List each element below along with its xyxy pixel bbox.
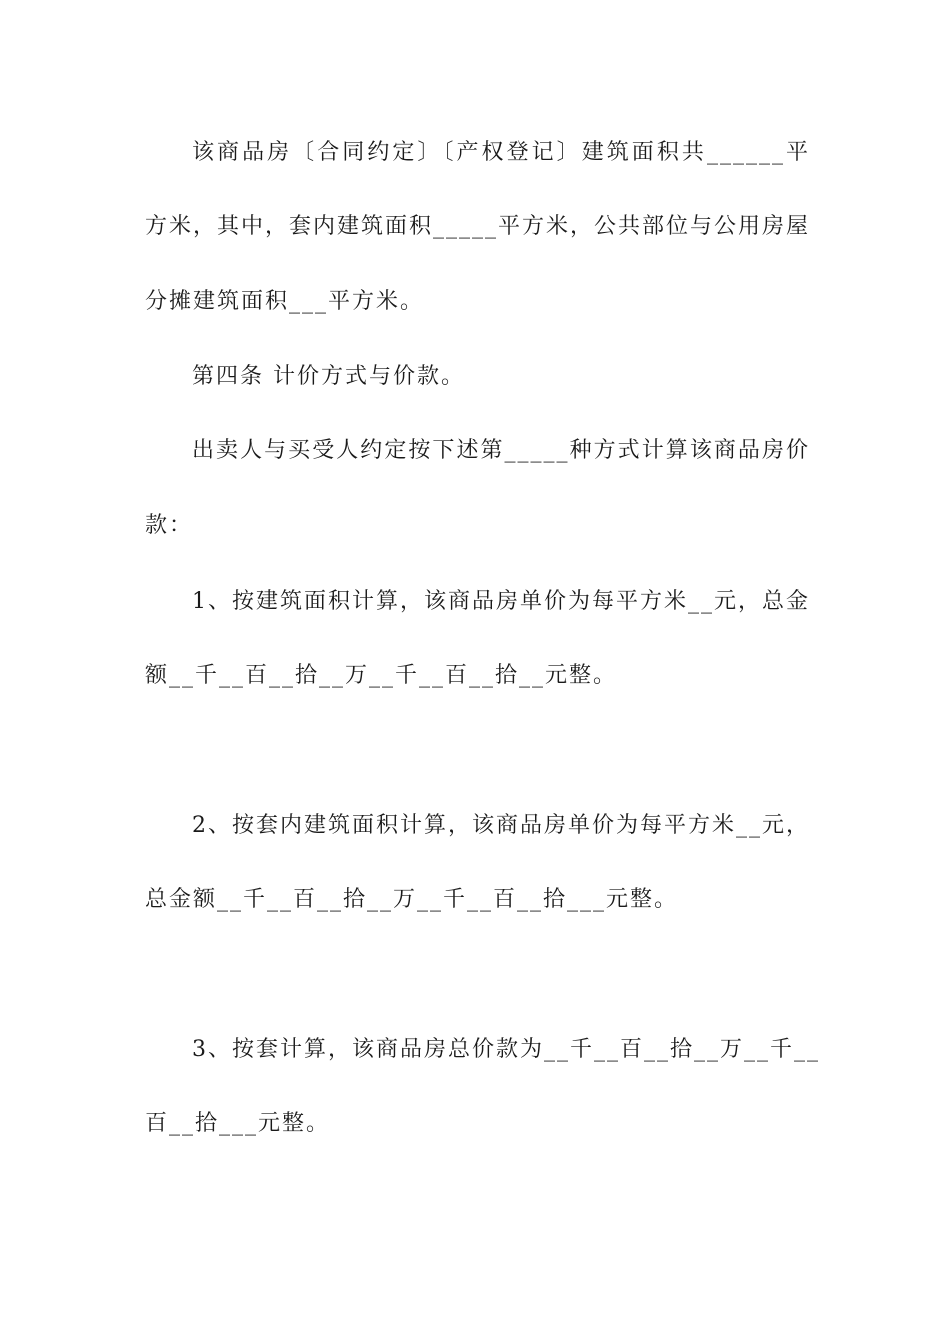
- paragraph-area-line-2: 方米，其中，套内建筑面积_____平方米，公共部位与公用房屋: [145, 214, 811, 239]
- option-two-line-2: 总金额__千__百__拾__万__千__百__拾___元整。: [145, 887, 679, 912]
- option-three-line-2: 百__拾___元整。: [145, 1111, 331, 1136]
- paragraph-method-line-2: 款：: [145, 513, 194, 538]
- option-one-line-1: 1、按建筑面积计算，该商品房单价为每平方米__元，总金: [192, 589, 810, 614]
- paragraph-method-line-1: 出卖人与买受人约定按下述第_____种方式计算该商品房价: [192, 438, 810, 463]
- paragraph-area-line-1: 该商品房〔合同约定〕〔产权登记〕建筑面积共______平: [192, 140, 810, 165]
- paragraph-area-line-3: 分摊建筑面积___平方米。: [145, 289, 425, 314]
- option-two-line-1: 2、按套内建筑面积计算，该商品房单价为每平方米__元，: [192, 813, 810, 838]
- article-four-heading: 第四条 计价方式与价款。: [192, 364, 465, 389]
- option-one-line-2: 额__千__百__拾__万__千__百__拾__元整。: [145, 663, 618, 688]
- option-three-line-1: 3、按套计算，该商品房总价款为__千__百__拾__万__千__: [192, 1037, 820, 1062]
